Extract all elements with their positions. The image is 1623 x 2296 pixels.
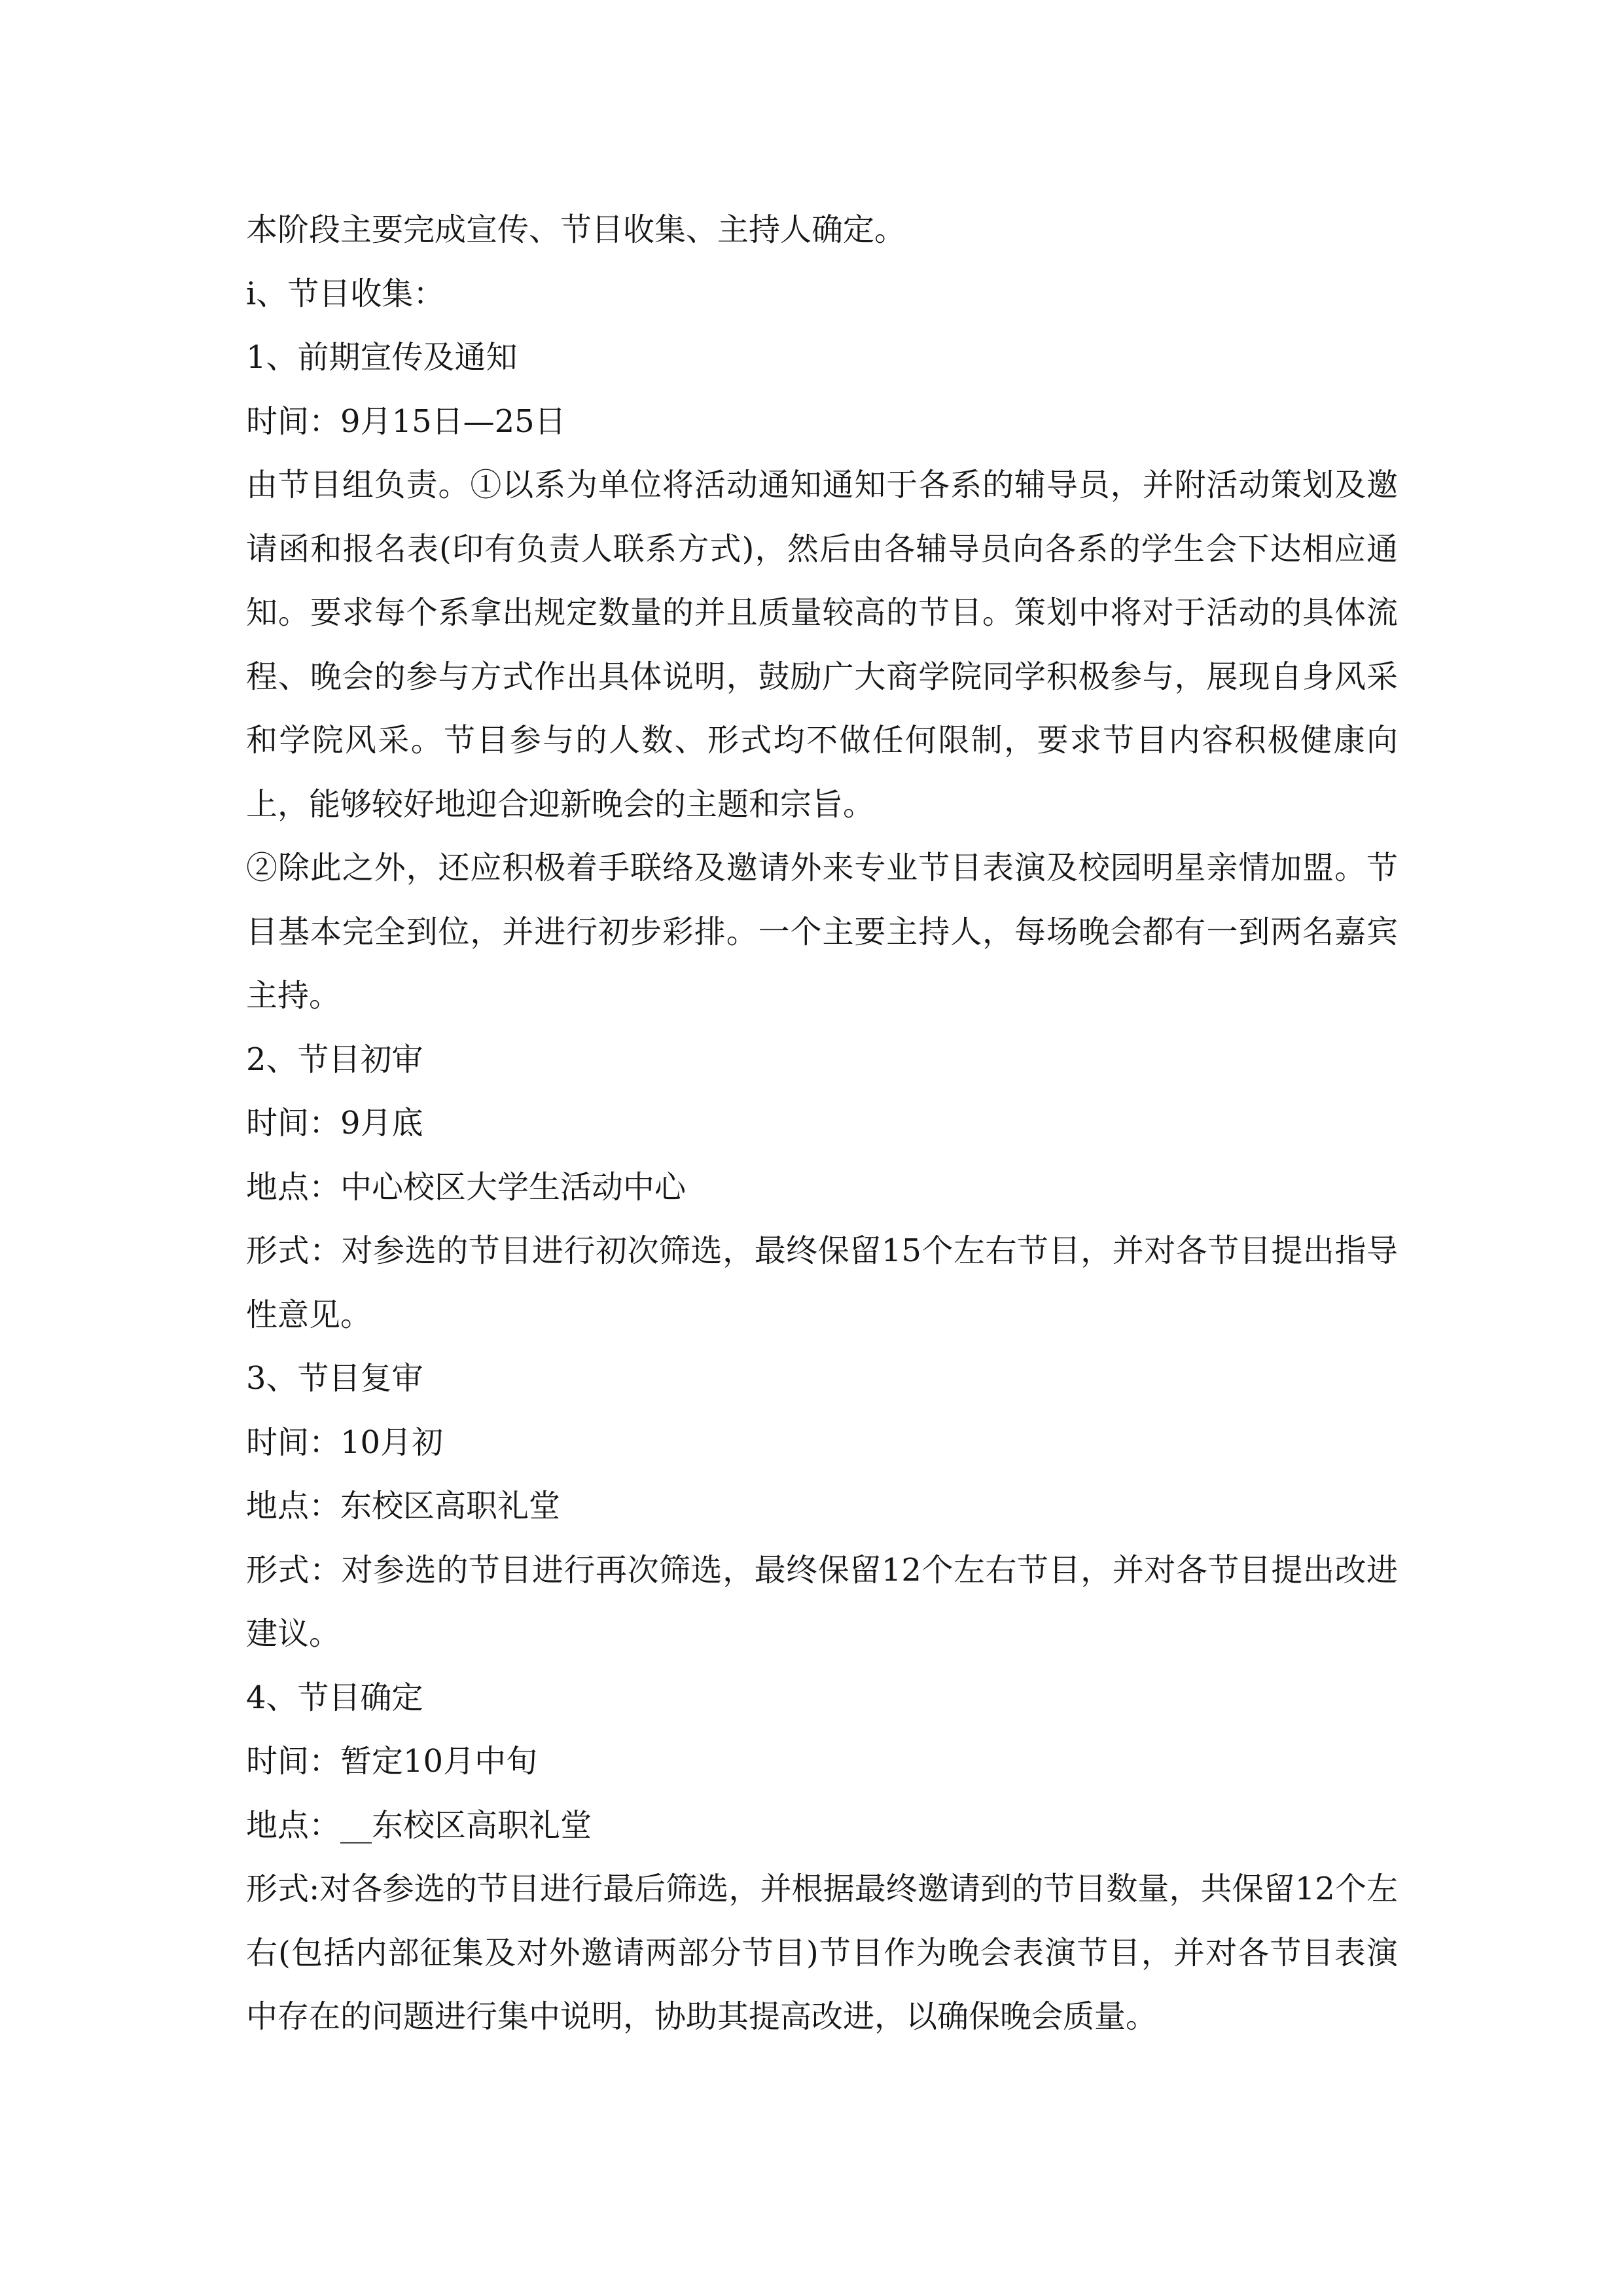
second-review-time: 时间：10月初 bbox=[246, 1424, 444, 1461]
first-review-time: 时间：9月底 bbox=[246, 1105, 423, 1141]
publicity-details-paragraph: 由节目组负责。①以系为单位将活动通知通知于各系的辅导员，并附活动策划及邀请函和报名表(印有负责人联系方式)，然后由各辅导员向各系的学生会下达相应通知。要求每个系拿出规定数量的并且质量较高的节目。策划中将对于活动的具体流程、晚会的参与方式作出具体说明，鼓励广大商学院同学积极参与，展现自身风采和学院风采。节目参与的人数、形式均不做任何限制，要求节目内容积极健康向上，能够较好地迎合迎新晚会的主题和宗旨。 bbox=[246, 467, 1398, 823]
intro-paragraph: 本阶段主要完成宣传、节目收集、主持人确定。 bbox=[246, 211, 906, 248]
document-body bbox=[246, 198, 1398, 2049]
final-selection-format: 形式:对各参选的节目进行最后筛选，并根据最终邀请到的节目数量，共保留12个左右(包括内部征集及对外邀请两部分节目)节目作为晚会表演节目，并对各节目表演中存在的问题进行集中说明，协助其提高改进，以确保晚会质量。 bbox=[246, 1871, 1398, 2035]
subheading-second-review: 3、节目复审 bbox=[246, 1360, 423, 1397]
subheading-final-selection: 4、节目确定 bbox=[246, 1679, 423, 1716]
subheading-publicity: 1、前期宣传及通知 bbox=[246, 339, 518, 376]
subheading-first-review: 2、节目初审 bbox=[246, 1041, 423, 1078]
second-review-location: 地点：东校区高职礼堂 bbox=[246, 1488, 561, 1524]
first-review-location: 地点：中心校区大学生活动中心 bbox=[246, 1168, 687, 1206]
final-selection-location: 地点：__东校区高职礼堂 bbox=[246, 1806, 592, 1844]
external-programs-paragraph: ②除此之外，还应积极着手联络及邀请外来专业节目表演及校园明星亲情加盟。节目基本完全到位，并进行初步彩排。一个主要主持人，每场晚会都有一到两名嘉宾主持。 bbox=[246, 850, 1398, 1014]
publicity-time: 时间：9月15日—25日 bbox=[246, 403, 566, 440]
second-review-format: 形式：对参选的节目进行再次筛选，最终保留12个左右节目，并对各节目提出改进建议。 bbox=[246, 1551, 1398, 1652]
first-review-format: 形式：对参选的节目进行初次筛选，最终保留15个左右节目，并对各节目提出指导性意见。 bbox=[246, 1232, 1398, 1333]
section-heading-program-collection: ⅰ、节目收集： bbox=[246, 275, 445, 312]
final-selection-time: 时间：暂定10月中旬 bbox=[246, 1743, 538, 1780]
